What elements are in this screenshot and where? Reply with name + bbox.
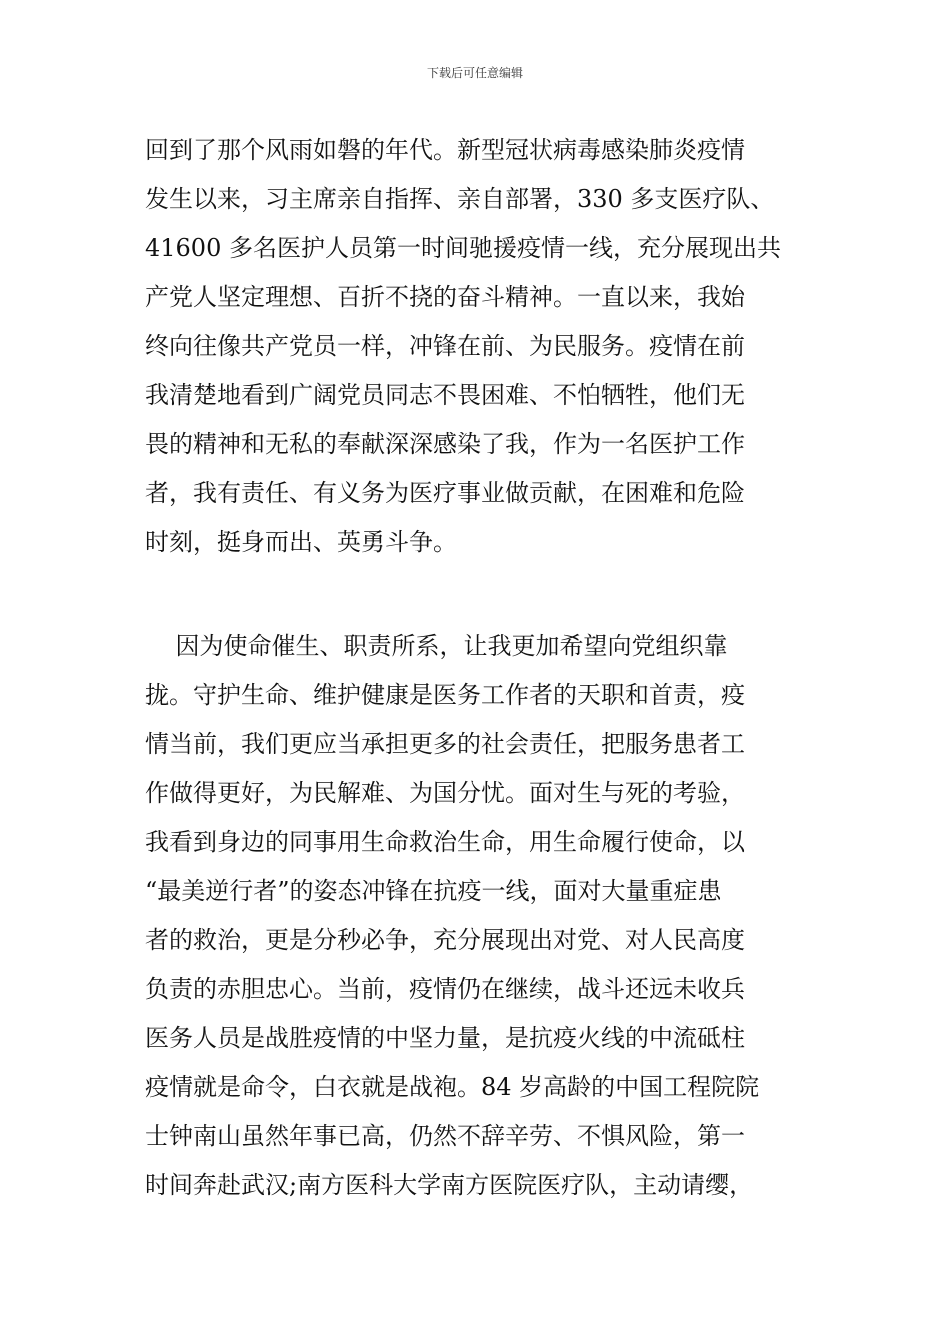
paragraph-1 bbox=[145, 126, 815, 567]
text-line: 我清楚地看到广阔党员同志不畏困难、不怕牺牲，他们无 bbox=[145, 381, 745, 409]
text-line: 者的救治，更是分秒必争，充分展现出对党、对人民高度 bbox=[145, 926, 745, 954]
text-line: 疫情就是命令，白衣就是战袍。84 岁高龄的中国工程院院 bbox=[145, 1073, 760, 1101]
paragraph-2 bbox=[145, 622, 815, 1210]
text-line: 情当前，我们更应当承担更多的社会责任，把服务患者工 bbox=[145, 730, 745, 758]
text-line: 拢。守护生命、维护健康是医务工作者的天职和首责，疫 bbox=[145, 681, 745, 709]
text-line: 回到了那个风雨如磐的年代。新型冠状病毒感染肺炎疫情 bbox=[145, 136, 745, 164]
text-line: 发生以来，习主席亲自指挥、亲自部署，330 多支医疗队、 bbox=[145, 185, 775, 213]
text-line: 时间奔赴武汉;南方医科大学南方医院医疗队，主动请缨， bbox=[145, 1171, 754, 1199]
page-header: 下载后可任意编辑 bbox=[426, 66, 523, 80]
text-line: 负责的赤胆忠心。当前，疫情仍在继续，战斗还远未收兵 bbox=[145, 975, 745, 1003]
text-line: “最美逆行者”的姿态冲锋在抗疫一线，面对大量重症患 bbox=[145, 877, 722, 905]
text-line: 畏的精神和无私的奉献深深感染了我，作为一名医护工作 bbox=[145, 430, 745, 458]
text-line: 41600 多名医护人员第一时间驰援疫情一线，充分展现出共 bbox=[145, 234, 781, 262]
text-line: 终向往像共产党员一样，冲锋在前、为民服务。疫情在前 bbox=[145, 332, 745, 360]
text-line: 医务人员是战胜疫情的中坚力量，是抗疫火线的中流砥柱 bbox=[145, 1024, 745, 1052]
text-line: 士钟南山虽然年事已高，仍然不辞辛劳、不惧风险，第一 bbox=[145, 1122, 745, 1150]
text-line: 者，我有责任、有义务为医疗事业做贡献，在困难和危险 bbox=[145, 479, 745, 507]
text-line: 时刻，挺身而出、英勇斗争。 bbox=[145, 528, 457, 556]
text-line: 因为使命催生、职责所系，让我更加希望向党组织靠 bbox=[145, 632, 728, 660]
text-line: 产党人坚定理想、百折不挠的奋斗精神。一直以来，我始 bbox=[145, 283, 745, 311]
text-line: 我看到身边的同事用生命救治生命，用生命履行使命，以 bbox=[145, 828, 745, 856]
text-line: 作做得更好，为民解难、为国分忧。面对生与死的考验， bbox=[145, 779, 745, 807]
